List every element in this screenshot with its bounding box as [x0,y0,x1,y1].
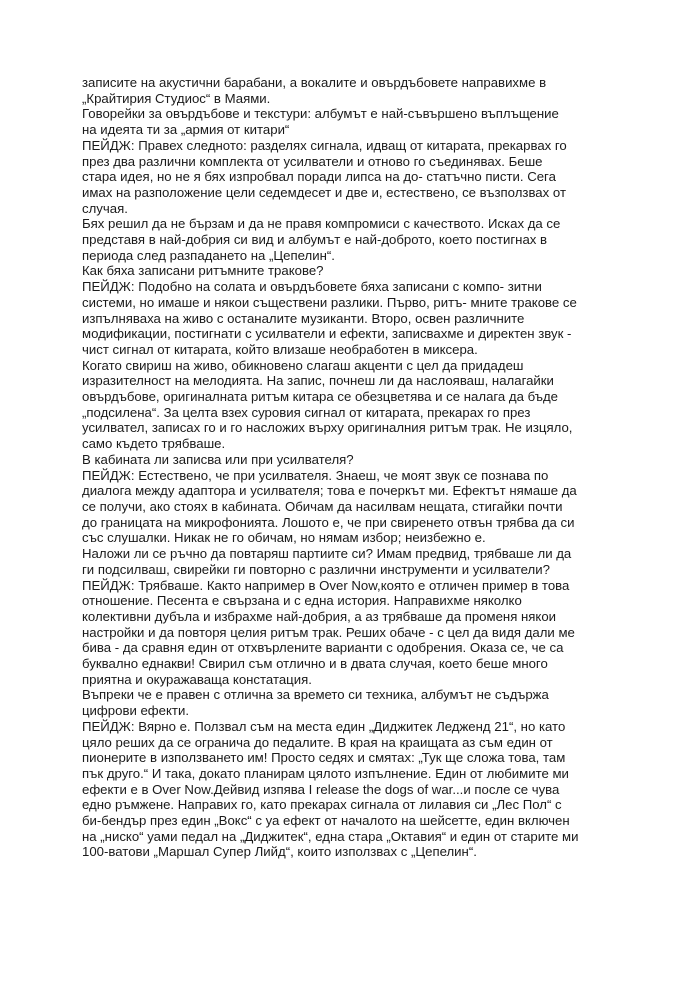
text-line: Бях решил да не бързам и да не правя компромиси с качеството. Исках да се [82,216,561,232]
text-line: отношение. Песента е свързана и с една история. Направихме няколко [82,593,522,609]
text-line: представя в най-добрия си вид и албумът е най-доброто, което постигнах в [82,232,548,248]
text-line: ефекти е в Over Now.Дейвид изпява I release the dogs of war...и после се чува [82,781,560,797]
text-line: буквално еднакви! Свирил съм отлично и в двата случая, което беше много [82,656,548,672]
text-line: диалога между адаптора и усилвателя; това е почеркът ми. Ефектът нямаше да [82,483,577,499]
text-line: ПЕЙДЖ: Вярно е. Ползвал съм на места един „Диджитек Ледженд 21“, но като [82,718,566,734]
text-line: ПЕЙДЖ: Правех следното: разделях сигнала, идващ от китарата, прекарвах го [82,137,567,153]
text-line: на идеята ти за „армия от китари“ [82,122,290,138]
text-line: „подсилена“. За целта взех суровия сигнал от китарата, прекарах го през [82,404,531,420]
text-line: периода след разпадането на „Цепелин“. [82,247,335,263]
text-line: ги подсилваш, свирейки ги повторно с различни инструменти и усилватели? [82,561,550,577]
text-line: ПЕЙДЖ: Подобно на солата и овърдъбовете бяха записани с компо- зитни [82,279,542,295]
text-line: Въпреки че е правен с отлична за времето си техника, албумът не съдържа [82,687,549,703]
text-line: бива - да сравня един от отхвърлените варианти с одобрения. Оказа се, че са [82,640,564,656]
text-line: модификации, постигнати с усилватели и ефекти, записвахме и директен звук - [82,326,572,342]
text-line: ПЕЙДЖ: Трябваше. Както например в Over Now,която е отличен пример в това [82,577,570,593]
text-line: овърдъбове, оригиналната ритъм китара се обезцветява и се налага да бъде [82,389,559,405]
text-line: едно ръмжене. Направих го, като прекарах сигнала от лилавия си „Лес Пол“ с [82,797,562,813]
text-line: настройки и да повторя целия ритъм трак. Реших обаче - с цел да видя дали ме [82,624,575,640]
text-line: В кабината ли записва или при усилвателя? [82,451,354,467]
text-line: случая. [82,200,128,216]
text-line: Наложи ли се ръчно да повтаряш партиите си? Имам предвид, трябваше ли да [82,546,572,562]
text-line: ПЕЙДЖ: Естествено, че при усилвателя. Знаеш, че моят звук се познава по [82,467,549,483]
text-line: Когато свириш на живо, обикновено слагаш акценти с цел да придадеш [82,357,524,373]
text-line: цифрови ефекти. [82,703,189,719]
text-line: се получи, ако стоях в кабината. Обичам да насилвам нещата, стигайки почти [82,498,563,514]
text-line: изпълняваха на живо с останалите музиканти. Второ, освен различните [82,310,525,326]
text-line: само където трябваше. [82,436,226,452]
text-line: цяло реших да се огранича до педалите. В края на краищата аз съм един от [82,734,553,750]
text-line: системи, но имаше и някои съществени разлики. Първо, ритъ- мните тракове се [82,294,577,310]
text-line: записите на акустични барабани, а вокалите и овърдъбовете направихме в [82,75,547,90]
text-line: стара идея, но не я бях изпробвал поради липса на до- статъчно писти. Сега [82,169,556,185]
text-line: до границата на микрофонията. Лошото е, че при свиренето отвън трябва да си [82,514,575,530]
text-line: изразителност на мелодията. На запис, почнеш ли да наслояваш, налагайки [82,373,554,389]
text-line: имах на разположение цели седемдесет и две и, естествено, се възползвах от [82,184,566,200]
text-line: би-бендър през един „Вокс“ с уа ефект от началото на шейсетте, един включен [82,813,570,829]
text-line: колективни дубъла и избрахме най-добрия, а аз трябваше да променя някои [82,608,557,624]
text-line: „Крайтирия Студиос“ в Маями. [82,90,271,106]
text-line: пък друго.“ И така, докато планирам цялото изпълнение. Един от любимите ми [82,765,569,781]
text-line: усилвател, записах го и го насложих върху оригиналния ритъм трак. Не изцяло, [82,420,573,436]
text-line: пионерите в използването им! Просто седях и смятах: „Тук ще сложа това, там [82,750,566,766]
article-text [82,75,622,860]
text-line: през два различни комплекта от усилватели и отново го съединявах. Беше [82,153,543,169]
text-line: Говорейки за овърдъбове и текстури: албумът е най-съвършено въплъщение [82,106,559,122]
text-line: 100-ватови „Маршал Супер Лийд“, които използвах с „Цепелин“. [82,844,477,860]
text-line: чист сигнал от китарата, който влизаше необработен в миксера. [82,341,478,357]
text-line: приятна и окуражаваща констатация. [82,671,312,687]
text-line: на „ниско“ уами педал на „Диджитек“, една стара „Октавия“ и един от старите ми [82,828,579,844]
text-line: със слушалки. Никак не го обичам, но нямам избор; неизбежно е. [82,530,486,546]
text-line: Как бяха записани ритъмните тракове? [82,263,324,279]
